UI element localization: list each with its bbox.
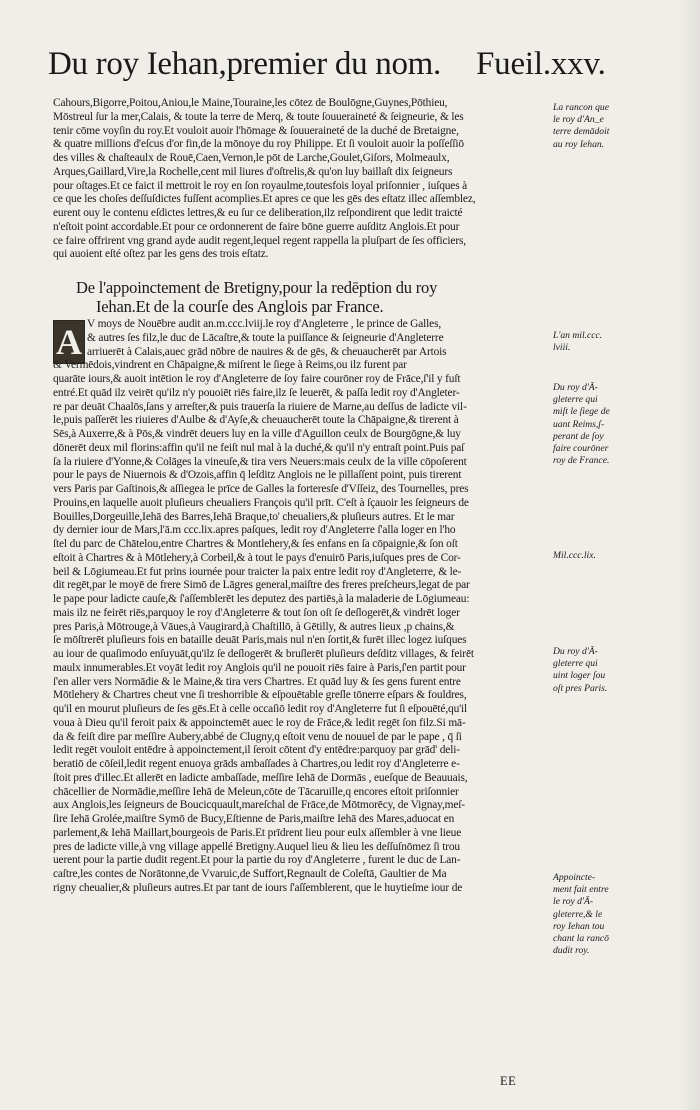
marginal-note-line: le roy d'An_e	[553, 114, 604, 126]
text-line: dōnerēt deux mil florins:affin qu'il ne feiſt nul mal à la duché,& qu'il n'y entraſt point.Puis paſ	[53, 441, 465, 454]
marginal-note	[553, 550, 648, 562]
text-line: Mōtlehery & Chartres cheut vne ſi treshorrible & eſpouētable greſle tōnerre eſpars & fouldres,	[53, 689, 467, 702]
text-line: da & feiſt dire par meſſire Aubery,abbé de Clugny,q eſtoit venu de nouuel de par le pape , q̄ ſi	[53, 730, 462, 743]
text-line: eſtoit à Chartres & à Mōtlehery,à Corbeil,& à tout le pays d'enuirō Paris,iuſques pres de Cor-	[53, 551, 461, 564]
text-line: le,puis paſſerēt les riuieres d'Aulbe & d'Ayſe,& cheuaucherēt toute la Chāpaigne,& tirerent à	[53, 414, 459, 427]
text-line: parlement,& Iehā Maillart,bourgeois de Paris.Et prīdrent lieu pour eulx aſſembler à vne lieue	[53, 826, 462, 839]
text-line: quarāte iours,& auoit intētion le roy d'Angleterre de ſoy faire courōner roy de Frāce,ſ'il y fuſt	[53, 373, 461, 385]
marginal-note-line: Du roy d'Ā-	[553, 382, 598, 393]
text-line: ſtel du parc de Chātelou,entre Chartres & Montlehery,& ſes enfans en ſa cōpaignie,& ſon oſt	[53, 538, 458, 550]
marginal-note-line: miſt le ſiege de	[553, 406, 610, 418]
text-line: ce que les choſes deſſuſdictes fuſſent acomplies.Et apres ce que les gēs des eſtatz illec aſſemblez,	[53, 193, 476, 206]
text-block-2	[53, 318, 541, 896]
text-line: beil & Lōgiumeau.Et fut prins iournée pour traicter la paix entre ledit roy d'Angleterre, & le-	[53, 565, 462, 578]
text-line: caſtre,les contes de Norātonne,de Vvaruic,de Suffort,Regnault de Coleſtā, Gaultier de Ma	[53, 868, 447, 880]
text-line: uerent pour la partie dudit regent.Et pour la partie du roy d'Angleterre , furent le duc de Lan-	[53, 854, 461, 867]
marginal-note	[553, 330, 648, 354]
text-line: aux Anglois,les ſeigneurs de Boucicquault,mareſchal de Frāce,de Mōtmorēcy, de Vignay,meſ-	[53, 799, 465, 812]
drop-cap-letter: A	[56, 322, 82, 362]
text-line: n'eſtoit point accordable.Et pour ce ordonnerent de faire bōne guerre auſditz Anglois.Et pour	[53, 220, 460, 233]
marginal-note-line: uint loger ſou	[553, 670, 606, 682]
chapter-heading	[76, 278, 546, 316]
marginal-note-line: uant Reims,ſ-	[553, 418, 605, 430]
text-line: dy dernier iour de Mars,l'ā.m ccc.lix.apres paſques, ledit roy d'Angleterre ſ'alla loger en l'ho	[53, 524, 456, 537]
marginal-note-line: chant la rancō	[553, 933, 609, 945]
text-line: dit regēt,par le moyē de frere Simō de Lāgres general,maiſtre des freres preſcheurs,legat de par	[53, 579, 470, 592]
text-line: V moys de Nouēbre audit an.m.ccc.lviij.le roy d'Angleterre , le prince de Galles,	[87, 318, 442, 330]
text-line: beratiō de cōſeil,ledit regent enuoya grāds ambaſſades à Chartres,ou ledit roy d'Angleterre e-	[53, 758, 460, 770]
marginal-note-line: Mil.ccc.lix.	[553, 550, 596, 561]
text-line: ledit regēt vouloit entēdre à appoinctement,il ſeroit cōtent d'y entēdre:parquoy par grād' deli-	[53, 744, 460, 757]
text-line: pour le pays de Niuernois & d'Ozois,affin q̄ leſditz Anglois ne le pillaſſent point, puis tirerent	[53, 469, 462, 482]
running-head	[48, 42, 608, 86]
text-line: Bouilles,Dorgeuille,Iehā des Barres,Iehā Braque,to' cheualiers,& pluſieurs autres. Et le mar	[53, 510, 455, 523]
text-line: pour oſtages.Et ce faict il mettroit le roy en ſon royaulme,toutesfois loyal priſonnier , iuſques à	[53, 179, 468, 192]
folio-number: Fueil.xxv.	[476, 46, 606, 82]
text-line: Mōstreul ſur la mer,Calais, & toute la terre de Merq, & toute ſouueraineté & ſeigneurie, & les	[53, 110, 464, 123]
text-line: ſire Iehā Grolée,maiſtre Symō de Bucy,Eſtienne de Paris,maiſtre Iehā des Mares,aduocat en	[53, 813, 455, 825]
marginal-note	[553, 382, 648, 467]
text-line: Sēs,à Auxerre,& à Pōs,& vindrēt deuers luy en la ville d'Aguillon ceulx de Bourgōgne,& luy	[53, 428, 461, 440]
text-line: au iour de quaſimodo enſuyuāt,qu'ilz ſe deſlogerēt & bruſlerēt pluſieurs deſditz villages, & feirēt	[53, 648, 474, 660]
text-line: eurent ouy le contenu eſdictes lettres,& eu ſur ce deliberation,ilz reſpondirent que ledit traicté	[53, 207, 463, 219]
text-line: maulx innumerables.Et voyāt ledit roy Anglois qu'il ne pouoit riēs faire à Paris,ſ'en partit pour	[53, 661, 466, 674]
text-line: & Vermēdois,vindrent en Chāpaigne,& miſrent le ſiege à Reims,ou ilz furent par	[53, 359, 407, 372]
text-line: pres de ladicte ville,à vng village appellé Bretigny.Auquel lieu & lieu les deſſuſnōmez ſi trou	[53, 840, 460, 853]
marginal-note-line: au roy Iehan.	[553, 138, 605, 150]
text-block-1	[53, 97, 541, 262]
marginal-note-line: La rancon que	[553, 102, 609, 113]
marginal-note-line: oſt pres Paris.	[553, 682, 608, 694]
marginal-note-line: lviii.	[553, 342, 571, 354]
text-line: qui auoient eſté oſtez par les gens des trois eſtatz.	[53, 248, 269, 261]
text-line: ce faire offrirent vng grand ayde audit regent,lequel regent rappella la pluſpart de ſes officiers,	[53, 234, 466, 247]
marginal-note-line: roy Iehan tou	[553, 920, 605, 932]
text-line: le pape pour ladicte cauſe,& ſ'aſſemblerēt les deputez des partiēs,à la maladerie de Lōgiumeau:	[53, 593, 470, 605]
marginal-note-line: gleterre qui	[553, 658, 598, 670]
running-title: Du roy Iehan,premier du nom.	[48, 46, 441, 82]
text-line: des villes & chaſteaulx de Rouē,Caen,Vernon,le pōt de Larche,Goulet,Giſors, Molmeaulx,	[53, 152, 450, 164]
marginal-note-line: Appoincte-	[553, 872, 596, 883]
marginal-note-line: dudit roy.	[553, 945, 590, 957]
text-line: vers Paris par Gaſtinois,& aſſiegea le prīce de Galles la forteresſe d'Vſſeiz, des Tournelles, pres	[53, 483, 469, 495]
text-line: arriuerēt à Calais,auec grād nōbre de nauires & de gēs, & cheuaucherēt par Artois	[87, 345, 447, 358]
text-line: re par deuāt Chaalōs,ſans y arreſter,& puis trauerſa la riuiere de Marne,au deſſus de ladicte vil-	[53, 400, 467, 413]
marginal-note-line: roy de France.	[553, 455, 610, 467]
marginal-note-line: terre demādoit	[553, 126, 610, 138]
marginal-note	[553, 872, 648, 957]
heading-line: De l'appoinctement de Bretigny,pour la redēption du roy	[76, 278, 438, 297]
marginal-note-line: gleterre qui	[553, 394, 598, 406]
marginal-note-line: le roy d'Ā-	[553, 896, 594, 908]
text-line: qu'il en mourut pluſieurs de ſes gēs.Et à celle occaſiō ledit roy d'Angleterre fut ſi eſpouēté,qu'il	[53, 703, 468, 715]
marginal-note	[553, 102, 648, 151]
text-line: ſtoit pres d'illec.Et allerēt en ladicte ambaſſade, meſſire Iehā de Dormās , eueſque de Beauuais,	[53, 771, 468, 784]
text-line: Prouins,en laquelle auoit pluſieurs cheualiers François qu'il prīt. C'eſt à ſçauoir les ſeigneurs de	[53, 496, 469, 509]
text-line: ſa la riuiere d'Yonne,& Colāges la vineuſe,& tira vers Neuers:mais ceulx de la ville cōpoſerent	[53, 455, 467, 468]
marginal-note-line: ment fait entre	[553, 884, 609, 896]
text-line: tenir cōme voyſin du roy.Et vouloit auoir l'hōmage & ſouueraineté de la duché de Bretaigne,	[53, 124, 459, 137]
text-line: mais ilz ne feirēt riēs,parquoy le roy d'Angleterre & tout ſon oſt ſe deſlogerēt,& vindrēt loger	[53, 606, 460, 619]
catchword-signature: EE	[500, 1074, 517, 1088]
page-edge-shadow	[678, 0, 700, 1110]
marginal-note-line: L'an mil.ccc.	[553, 330, 603, 341]
heading-line: Iehan.Et de la courſe des Anglois par France.	[96, 297, 384, 316]
marginal-note-line: faire courōner	[553, 443, 609, 455]
marginal-note-line: perant de ſoy	[553, 430, 604, 442]
marginal-note	[553, 646, 648, 695]
text-line: rigny cheualier,& pluſieurs autres.Et par tant de iours ſ'aſſemblerent, que le huytieſme iour de	[53, 881, 463, 894]
marginal-note-line: Du roy d'Ā-	[553, 646, 598, 657]
text-line: voua à Dieu qu'il feroit paix & appoinctemēt auec le roy de Frāce,& ledit regēt ſon filz.Si mā-	[53, 716, 466, 729]
text-line: pres Paris,à Mōtrouge,à Vāues,à Vaugirard,à Chaſtillō, à Gētilly, & autres lieux ,p chains,&	[53, 620, 455, 633]
text-line: & autres ſes filz,le duc de Lācaſtre,& toute la puiſſance & ſeigneurie d'Angleterre	[87, 331, 444, 344]
text-line: Arques,Gaillard,Vire,la Rochelle,cent mil liures d'oſtrelis,& qu'on luy baillaſt dix ſeigneurs	[53, 165, 453, 178]
text-line: Cahours,Bigorre,Poitou,Aniou,le Maine,Touraine,les cōtez de Boulōgne,Guynes,Pōthieu,	[53, 97, 448, 109]
marginal-note-line: gleterre,& le	[553, 908, 603, 920]
text-line: entré.Et quād ilz veirēt qu'ilz n'y pouoiēt riēs faire,ilz ſe leuerēt, & paſſa ledit roy d'Angleter-	[53, 386, 460, 399]
text-line: chācellier de Normādie,meſſire Iehā de Meleun,cōte de Tācaruille,q encores eſtoit priſonnier	[53, 785, 459, 798]
text-line: ſ'en aller vers Normādie & le Maine,& tira vers Chartres. Et quād luy & ſes gens furent entre	[53, 675, 461, 688]
text-line: & quatre millions d'eſcus d'or fin,de la mōnoye du roy Philippe. Et ſi vouloit auoir la poſſeſſiō	[53, 138, 464, 151]
text-line: ſe mōſtrerēt pluſieurs fois en bataille deuāt Paris,mais nul n'en ſortit,& furēt illec logez iuſques	[53, 634, 467, 647]
